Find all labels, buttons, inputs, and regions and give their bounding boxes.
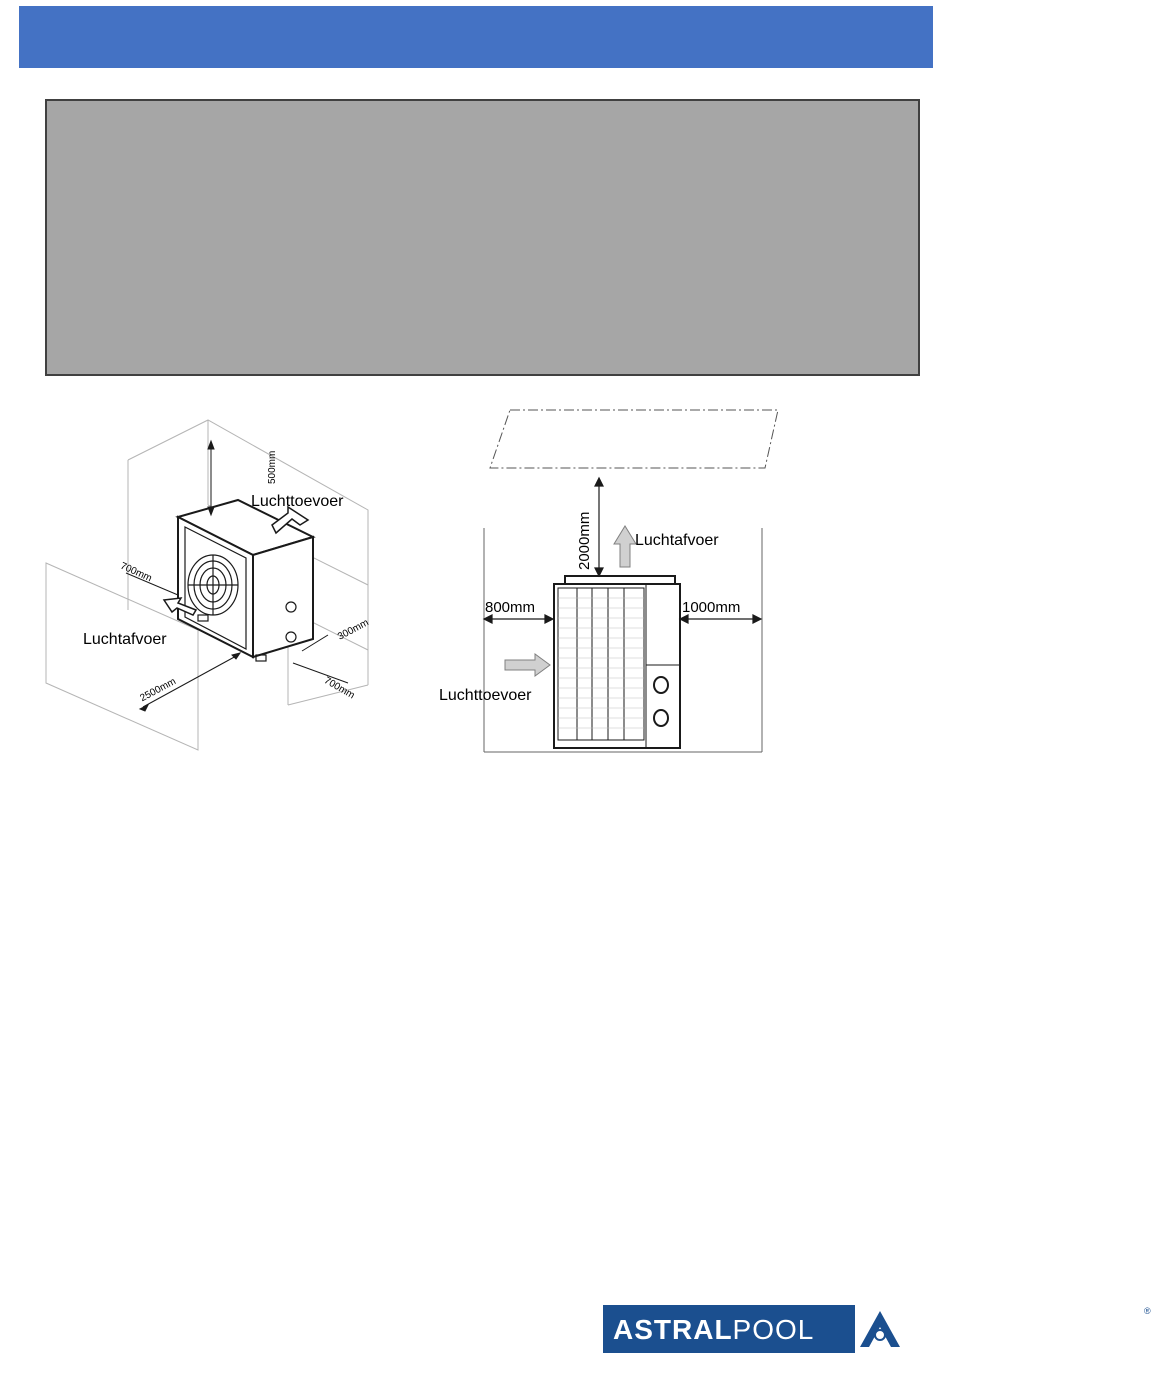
air-inlet-label-front: Luchttoevoer <box>439 687 532 704</box>
dim-2000-label: 2000mm <box>576 511 593 570</box>
logo-wordmark: ASTRALPOOL <box>613 1314 815 1345</box>
air-inlet-label: Luchttoevoer <box>251 493 344 510</box>
header-bar <box>19 6 933 68</box>
logo-a-icon <box>855 1305 1151 1353</box>
clearance-diagram-front <box>430 400 795 760</box>
notice-box <box>45 99 920 376</box>
dim-700-right-label: 700mm <box>322 675 357 702</box>
dim-500-label: 500mm <box>267 450 278 484</box>
clearance-diagram-3d <box>38 415 400 760</box>
air-outlet-label-front: Luchtafvoer <box>635 532 719 549</box>
dim-700-left-label: 700mm <box>118 560 154 585</box>
dim-800-label: 800mm <box>485 599 536 616</box>
astralpool-logo <box>603 1305 1151 1353</box>
air-outlet-label: Luchtafvoer <box>83 631 167 648</box>
dim-300-label: 300mm <box>335 617 371 643</box>
dim-2500-label: 2500mm <box>138 676 178 705</box>
dim-1000-label: 1000mm <box>682 599 741 616</box>
registered-mark: ® <box>1144 1306 1151 1316</box>
